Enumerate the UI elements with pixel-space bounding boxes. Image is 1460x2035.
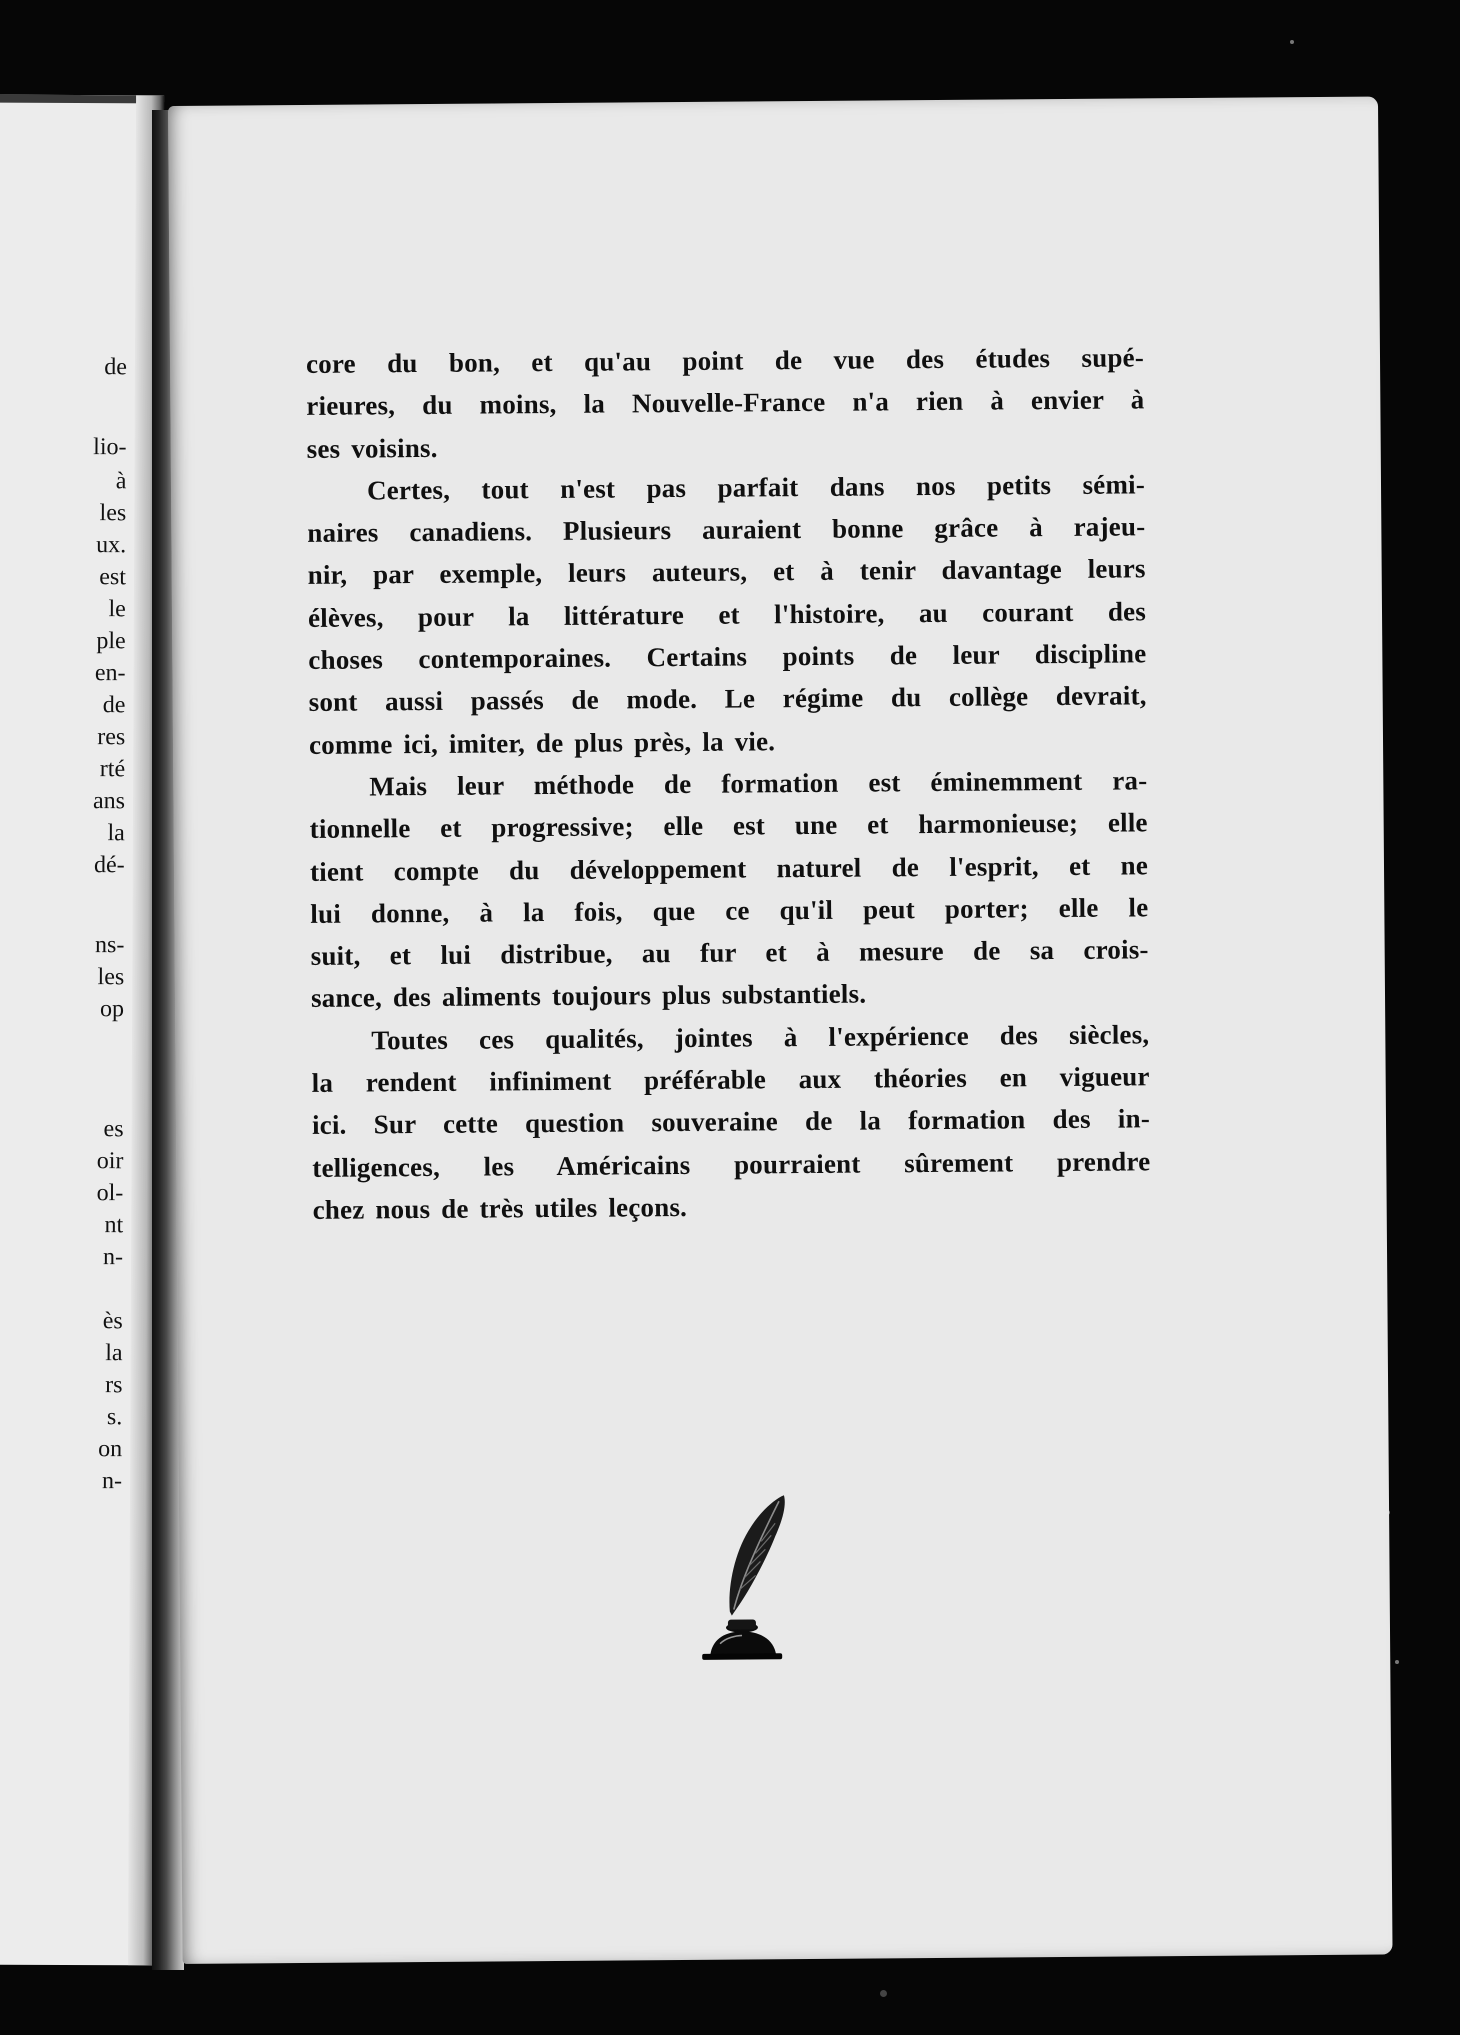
text-line: élèves, pour la littérature et l'histoire, au courant des (307, 596, 1147, 633)
previous-page (0, 95, 164, 1966)
text-fragment: n- (101, 1468, 123, 1495)
text-line: nir, par exemple, leurs auteurs, et à tenir davantage leurs (307, 553, 1146, 591)
text-line: naires canadiens. Plusieurs auraient bonne grâce à rajeu- (307, 511, 1146, 549)
quill-and-inkwell-icon (689, 1491, 800, 1672)
text-fragment: ux. (96, 532, 127, 559)
text-fragment: de (104, 354, 127, 381)
text-line: tient compte du développement naturel de l'esprit, et ne (309, 849, 1149, 887)
text-line: tionnelle et progressive; elle est une et harmonieuse; elle (309, 807, 1148, 845)
text-fragment: ans (92, 788, 126, 815)
dust-speck (880, 1990, 887, 1997)
text-fragment: oir (96, 1148, 124, 1175)
text-fragment: ès (102, 1308, 123, 1335)
text-fragment: le (108, 596, 126, 623)
text-line: Mais leur méthode de formation est éminemment ra- (369, 765, 1148, 802)
dust-speck (1395, 1660, 1399, 1664)
text-line: ses voisins. (306, 432, 438, 464)
text-fragment: ol- (96, 1180, 124, 1207)
text-line: Toutes ces qualités, jointes à l'expérience des siècles, (371, 1019, 1150, 1056)
text-line: core du bon, et qu'au point de vue des études supé- (305, 342, 1145, 379)
text-line: suit, et lui distribue, au fur et à mesure de sa crois- (310, 934, 1149, 972)
text-fragment: rs (105, 1372, 123, 1399)
previous-page-text-fragments (0, 95, 128, 1966)
text-line: comme ici, imiter, de plus près, la vie. (308, 725, 776, 760)
text-fragment: à (115, 468, 127, 495)
dust-speck (1290, 40, 1294, 44)
text-line: rieures, du moins, la Nouvelle-France n'a rien à envier à (306, 384, 1145, 422)
text-fragment: la (107, 820, 125, 847)
text-fragment: ple (96, 628, 126, 655)
text-fragment: en- (94, 660, 126, 687)
text-fragment: op (100, 996, 125, 1023)
text-fragment: n- (102, 1244, 124, 1271)
text-fragment: res (97, 724, 126, 751)
text-fragment: la (105, 1340, 123, 1367)
text-fragment: les (97, 964, 125, 991)
text-line: telligences, les Américains pourraient sûrement prendre (312, 1145, 1151, 1183)
text-fragment: on (98, 1436, 123, 1463)
text-fragment: de (102, 692, 126, 719)
text-line: choses contemporaines. Certains points de leur discipline (308, 638, 1147, 675)
text-line: Certes, tout n'est pas parfait dans nos petits sémi- (366, 469, 1146, 506)
text-fragment: s. (106, 1404, 123, 1431)
text-line: sont aussi passés de mode. Le régime du collège devrait, (308, 680, 1147, 718)
text-fragment: lio- (93, 434, 127, 461)
text-fragment: dé- (94, 852, 125, 879)
text-fragment: est (99, 564, 127, 591)
text-line: ici. Sur cette question souveraine de la formation des in- (311, 1103, 1151, 1141)
text-fragment: es (103, 1116, 124, 1143)
text-fragment: ns- (94, 932, 125, 959)
text-line: la rendent infiniment préférable aux théories en vigueur (311, 1061, 1150, 1098)
text-fragment: rté (99, 756, 126, 783)
text-fragment: les (99, 500, 127, 527)
book-page (168, 96, 1393, 1963)
text-line: sance, des aliments toujours plus substantiels. (310, 978, 867, 1014)
text-fragment: nt (104, 1212, 124, 1239)
page-text (306, 336, 1151, 1231)
text-line: chez nous de très utiles leçons. (312, 1191, 688, 1225)
text-line: lui donne, à la fois, que ce qu'il peut porter; elle le (310, 892, 1149, 929)
